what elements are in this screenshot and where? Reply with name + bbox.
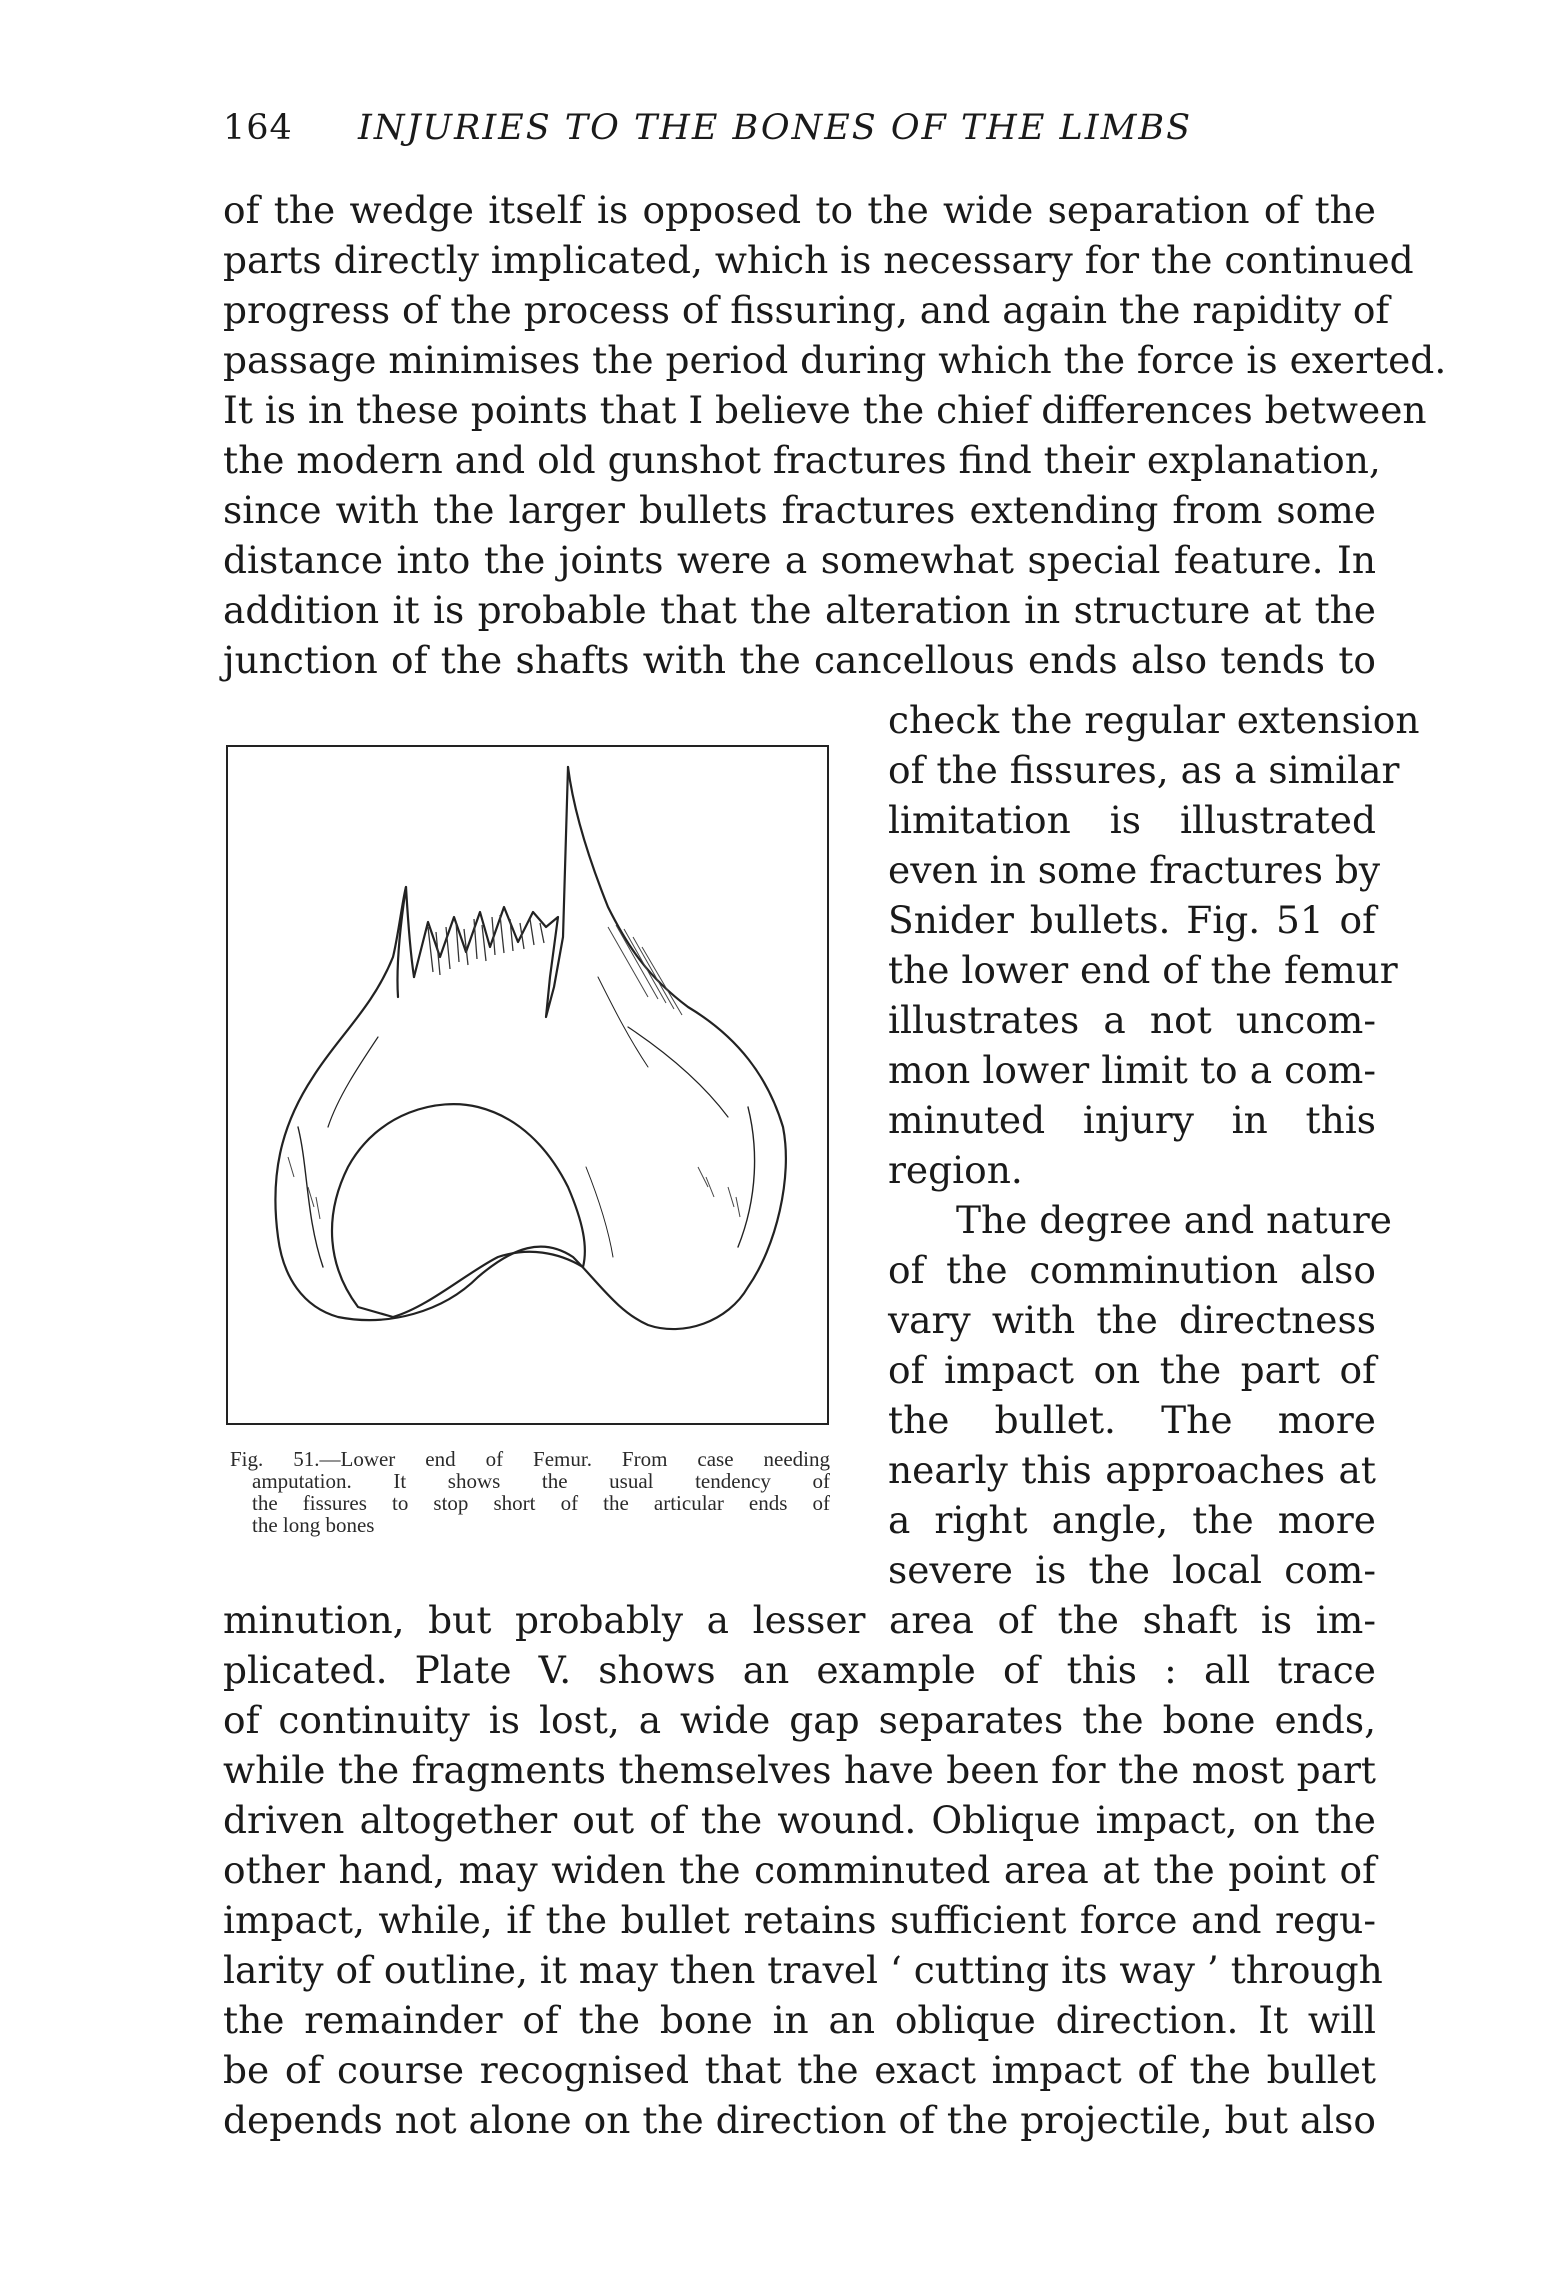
text-line: of impact on the part of — [888, 1348, 1376, 1392]
text-line: minuted injury in this — [888, 1098, 1376, 1142]
text-line: progress of the process of fissuring, and again the rapidity of — [223, 288, 1390, 332]
text-line: impact, while, if the bullet retains sufficient force and regu- — [223, 1898, 1376, 1942]
fracture-line — [414, 767, 568, 1017]
figure-femur — [226, 745, 829, 1425]
text-line: minution, but probably a lesser area of the shaft is im- — [223, 1598, 1376, 1642]
text-line: vary with the directness — [888, 1298, 1376, 1342]
caption-line: amputation. It shows the usual tendency of — [252, 1469, 830, 1493]
text-line: the modern and old gunshot fractures find their explanation, — [223, 438, 1381, 482]
text-line: parts directly implicated, which is necessary for the continued — [223, 238, 1414, 282]
text-line: other hand, may widen the comminuted area at the point of — [223, 1848, 1376, 1892]
text-line: a right angle, the more — [888, 1498, 1376, 1542]
text-line: region. — [888, 1148, 1023, 1192]
text-line: The degree and nature — [956, 1198, 1392, 1242]
text-line: junction of the shafts with the cancellous ends also tends to — [223, 638, 1376, 682]
figure-caption — [230, 1448, 830, 1536]
text-line: nearly this approaches at — [888, 1448, 1376, 1492]
caption-line: the fissures to stop short of the articular ends of — [252, 1491, 830, 1515]
text-line: plicated. Plate V. shows an example of this : all trace — [223, 1648, 1376, 1692]
text-line: check the regular extension — [888, 698, 1420, 742]
text-line: the bullet. The more — [888, 1398, 1376, 1442]
running-header — [223, 100, 1383, 160]
text-line: distance into the joints were a somewhat special feature. In — [223, 538, 1376, 582]
text-line: since with the larger bullets fractures extending from some — [223, 488, 1376, 532]
text-line: illustrates a not uncom- — [888, 998, 1376, 1042]
caption-line: Fig. 51.—Lower end of Femur. From case needing — [230, 1447, 830, 1471]
running-title: INJURIES TO THE BONES OF THE LIMBS — [358, 108, 1193, 148]
femur-illustration — [228, 747, 827, 1423]
text-line: driven altogether out of the wound. Oblique impact, on the — [223, 1798, 1376, 1842]
text-line: of continuity is lost, a wide gap separates the bone ends, — [223, 1698, 1376, 1742]
caption-line: the long bones — [252, 1513, 375, 1537]
text-line: larity of outline, it may then travel ‘ cutting its way ’ through — [223, 1948, 1383, 1992]
bone-outline — [275, 767, 786, 1329]
text-line: addition it is probable that the alteration in structure at the — [223, 588, 1376, 632]
text-line: severe is the local com- — [888, 1548, 1376, 1592]
text-line: of the comminution also — [888, 1248, 1376, 1292]
text-line: the lower end of the femur — [888, 948, 1398, 992]
text-line: passage minimises the period during which the force is exerted. — [223, 338, 1447, 382]
text-line: Snider bullets. Fig. 51 of — [888, 898, 1376, 942]
text-line: depends not alone on the direction of the projectile, but also — [223, 2098, 1376, 2142]
condyle-notch — [332, 1104, 585, 1317]
text-line: the remainder of the bone in an oblique direction. It will — [223, 1998, 1376, 2042]
text-line: of the fissures, as a similar — [888, 748, 1400, 792]
text-line: be of course recognised that the exact impact of the bullet — [223, 2048, 1376, 2092]
text-line: while the fragments themselves have been for the most part — [223, 1748, 1376, 1792]
text-line: of the wedge itself is opposed to the wide separation of the — [223, 188, 1376, 232]
text-line: limitation is illustrated — [888, 798, 1376, 842]
text-line: mon lower limit to a com- — [888, 1048, 1376, 1092]
text-line: It is in these points that I believe the chief differences between — [223, 388, 1427, 432]
page-number: 164 — [223, 108, 293, 148]
text-line: even in some fractures by — [888, 848, 1381, 892]
